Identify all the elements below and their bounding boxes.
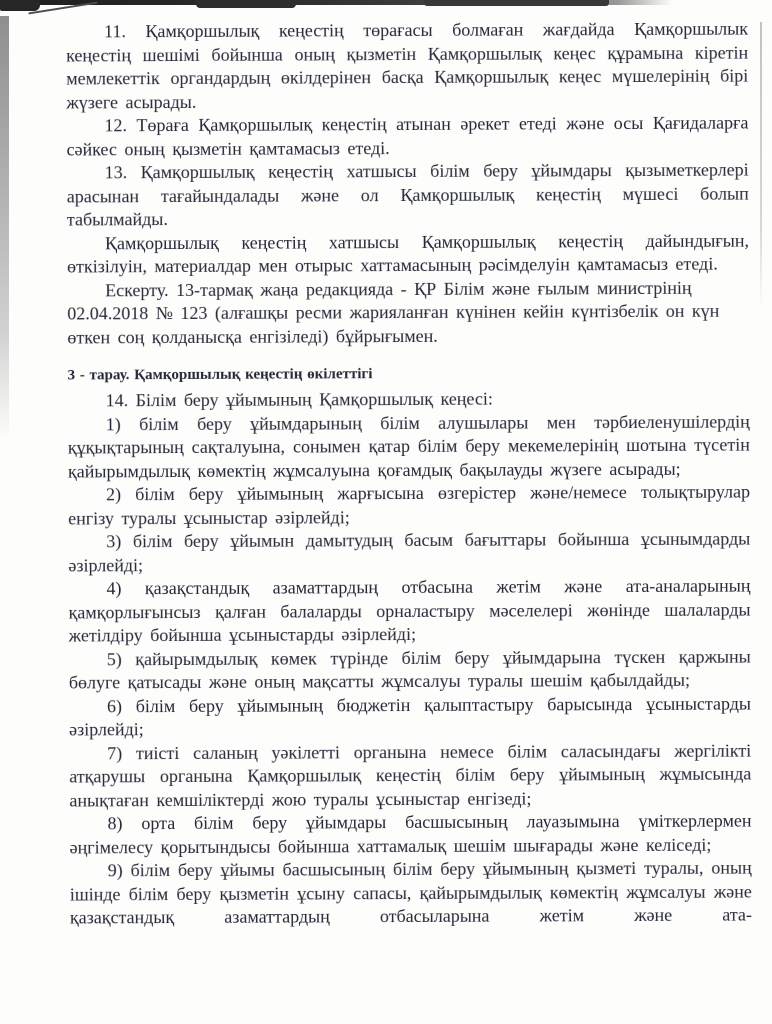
document-text <box>66 18 752 930</box>
clause-14-item-4: 4) қазақстандық азаматтардың отбасына жетім және ата-аналарының қамқорлығынсыз қалған балаларды орналастыру мәселелері жөнінде шалаларды жетілдіру бойынша ұсыныстарды әзірлейді; <box>68 575 751 646</box>
clause-13: 13. Қамқоршылық кеңестің хатшысы білім беру ұйымдары қызыметкерлері арасынан тағайындалады және ол Қамқоршылық кеңестің мүшесі болып табылмайды. <box>66 159 749 230</box>
clause-14-item-8: 8) орта білім беру ұйымдары басшысының лауазымына үміткерлермен әңгімелесу қорытындысы бойынша хаттамалық шешім шығарады және келіседі; <box>69 810 752 857</box>
clause-12: 12. Төраға Қамқоршылық кеңестің атынан әрекет етеді және осы Қағидаларға сәйкес оның қызметін қамтамасыз етеді. <box>66 112 749 159</box>
clause-11: 11. Қамқоршылық кеңестің төрағасы болмаған жағдайда Қамқоршылык кеңестің шешімі бойынша оның қызметін Қамқоршылық кеңес құрамына кіретін мемлекеттік органдардың өкілдерінен басқа Қамқоршылық кеңес мүшелерінің бірі жүзеге асырады. <box>66 18 749 112</box>
scan-artifact-top-left-blob <box>0 0 40 11</box>
clause-14-item-2: 2) білім беру ұйымының жарғысына өзгерістер және/немесе толықтырулар енгізу туралы ұсыныстар әзірлейді; <box>68 481 751 528</box>
clause-14-item-5: 5) қайырымдылық көмек түрінде білім беру ұйымдарына түскен қаржыны бөлуге қатысады және оның мақсатты жұмсалуы туралы шешім қабылдайды; <box>68 646 751 693</box>
clause-14-item-3: 3) білім беру ұйымын дамытудың басым бағыттары бойынша ұсынымдарды әзірлейді; <box>68 528 751 575</box>
clause-14-item-9: 9) білім беру ұйымы басшысының білім беру ұйымының қызметі туралы, оның ішінде білім беру қызметін ұсыну сапасы, қайырымдылық көмектің жұмсалуы және қазақстандық азаматтардың отбасыларына жетім және ата- <box>69 857 752 928</box>
clause-14-intro: 14. Білім беру ұйымының Қамқоршылық кеңесі: <box>105 388 493 411</box>
clause-14-item-7: 7) тиісті саланың уәкілетті органына немесе білім саласындағы жергілікті атқарушы органына Қамқоршылық кеңестің білім беру ұйымының жұмысында анықтаған кемшіліктерді жою туралы ұсыныстар енгізеді; <box>69 740 752 810</box>
amendment-note: Ескерту. 13-тармақ жаңа редакцияда - ҚР Білім және ғылым министрінің 02.04.2018 № 123 (алғашқы ресми жарияланған күнінен кейін күнтізбелік он күн өткен соң қолданысқа енгізіледі) бұйрығымен. <box>67 277 720 347</box>
clause-14-item-6: 6) білім беру ұйымының бюджетін қалыптастыру барысында ұсыныстарды әзірлейді; <box>69 693 752 740</box>
scan-artifact-left-edge <box>0 16 9 440</box>
chapter-3-heading: 3 - тарау. Қамқоршылық кеңестің өкілеттігі <box>67 366 373 384</box>
scan-artifact-top-blob-2 <box>424 0 609 6</box>
clause-14-item-1: 1) білім беру ұйымдарының білім алушылары мен тәрбиеленушілердің құқықтарының сақталуына, сонымен қатар білім беру мекемелерінің шотына түсетін қайырымдылық көмектің жұмсалуына қоғамдық бақылауды жүзеге асырады; <box>67 411 750 481</box>
scan-artifact-right-edge <box>760 22 762 310</box>
clause-13-secretary: Қамқоршылық кеңестің хатшысы Қамқоршылық кеңестің дайындығын, өткізілуін, материалдар мен отырыс хаттамасының рәсімделуін қамтамасыз етеді. <box>67 230 750 277</box>
scan-artifact-top-blob <box>196 0 296 8</box>
